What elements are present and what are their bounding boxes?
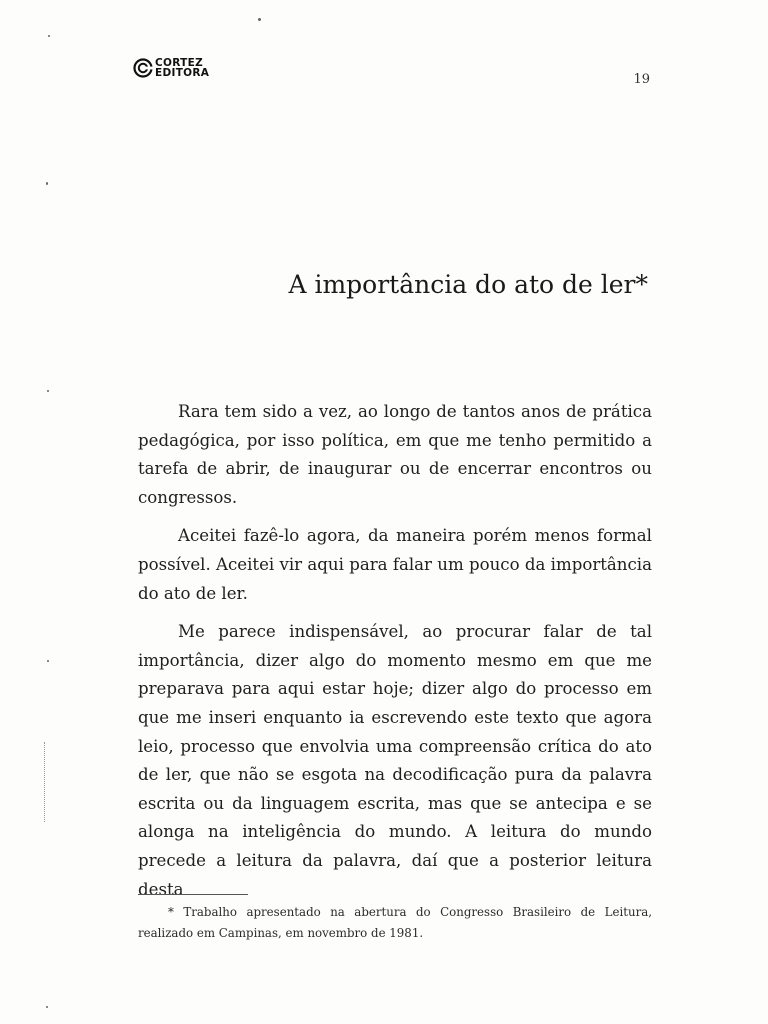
footnote-divider: [138, 894, 248, 895]
chapter-title: A importância do ato de ler*: [288, 270, 648, 299]
scan-speck: [258, 18, 261, 21]
scan-speck: [47, 390, 49, 392]
scan-speck: [46, 1006, 48, 1008]
scan-speck: [48, 35, 50, 37]
scan-speck: [46, 182, 48, 185]
paragraph: Aceitei fazê-lo agora, da maneira porém menos formal possível. Aceitei vir aqui para falar um pouco da importância do ato de ler.: [138, 526, 652, 603]
paragraph: Rara tem sido a vez, ao longo de tantos anos de prática pedagógica, por isso política, em que me tenho permitido a tarefa de abrir, de inaugurar ou de encerrar encontros ou congressos.: [138, 402, 652, 507]
footnote: * Trabalho apresentado na abertura do Congresso Brasileiro de Leitura, realizado em Campinas, em novembro de 1981.: [138, 905, 652, 940]
logo-line-1: CORTEZ: [155, 57, 203, 69]
paragraph: Me parece indispensável, ao procurar falar de tal importância, dizer algo do momento mesmo em que me preparava para aqui estar hoje; dizer algo do processo em que me inseri enquanto ia escrevendo este texto que agora leio, processo que envolvia uma compreensão crítica do ato de ler, que não se esgota na decodificação pura da palavra escrita ou da linguagem escrita, mas que se antecipa e se alonga na inteligência do mundo. A leitura do mundo precede a leitura da palavra, daí que a posterior leitura desta: [138, 622, 652, 899]
page-number: 19: [633, 72, 650, 87]
publisher-logo: [133, 58, 209, 78]
logo-line-2: EDITORA: [155, 67, 210, 79]
cortez-logo-icon: [133, 58, 153, 78]
logo-wordmark: [155, 58, 209, 78]
margin-dotted-mark: [44, 742, 46, 822]
body-text: [138, 398, 652, 914]
scan-speck: [47, 660, 49, 662]
